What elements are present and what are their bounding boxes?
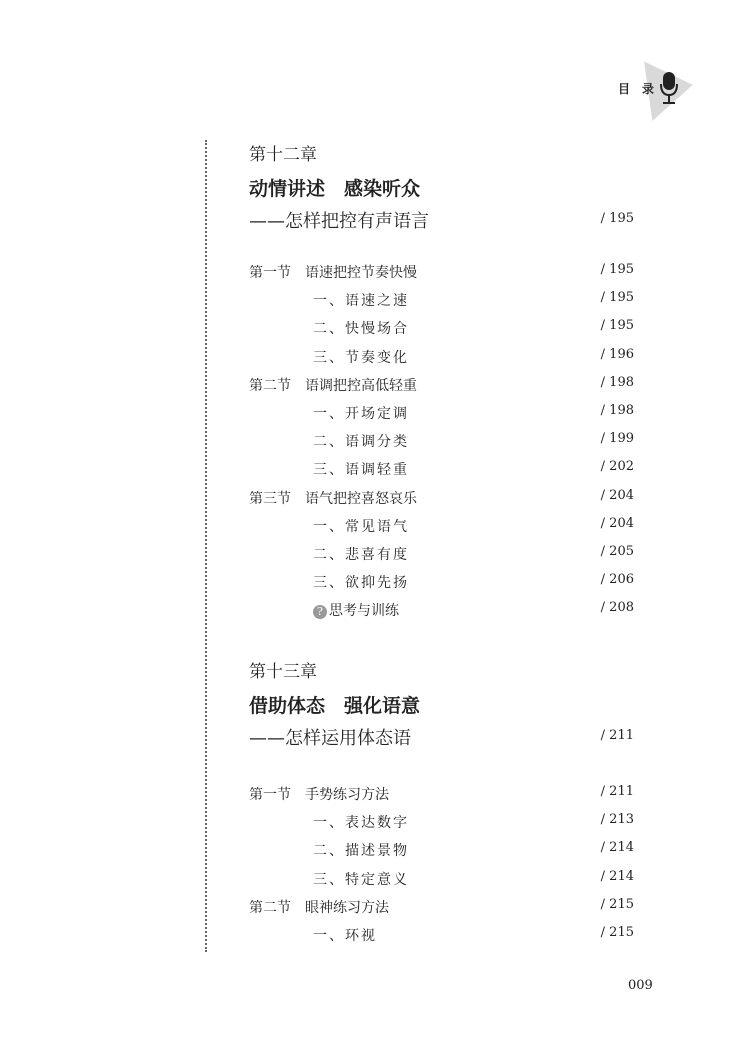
- header-label: [618, 80, 666, 97]
- page-ref: / 213: [600, 812, 634, 828]
- entry-label: 二、快慢场合: [313, 321, 409, 338]
- question-icon: ?: [313, 605, 327, 619]
- chapter-label: 第十三章: [249, 662, 317, 682]
- toc-subsection[interactable]: [249, 544, 634, 566]
- chapter-subtitle: ——怎样把控有声语言: [249, 211, 429, 232]
- entry-label: 第二节 语调把控高低轻重: [249, 377, 417, 394]
- page-ref: / 198: [600, 403, 634, 418]
- toc-subsection[interactable]: [249, 431, 634, 453]
- entry-label: 一、常见语气: [313, 518, 409, 535]
- header-label-1: 目: [618, 82, 631, 96]
- entry-label: 思考与训练: [329, 603, 399, 620]
- toc-section[interactable]: [249, 897, 634, 919]
- toc-subsection[interactable]: [249, 290, 634, 312]
- page-ref: / 211: [600, 728, 634, 743]
- entry-label: 第二节 眼神练习方法: [249, 899, 389, 916]
- toc-subsection[interactable]: [249, 925, 634, 947]
- entry-label: 第一节 语速把控节奏快慢: [249, 265, 417, 281]
- entry-label: 三、节奏变化: [313, 349, 409, 366]
- toc-subsection[interactable]: [249, 840, 634, 862]
- page-ref: / 198: [600, 374, 634, 390]
- page-number: 009: [628, 978, 653, 993]
- toc-subsection[interactable]: [249, 403, 634, 425]
- entry-label: 二、悲喜有度: [313, 547, 409, 563]
- header-label-2: 录: [642, 82, 655, 96]
- chapter-label: 第十二章: [249, 145, 317, 165]
- page-ref: / 214: [600, 840, 634, 856]
- page-ref: / 202: [600, 459, 634, 475]
- entry-label: 三、特定意义: [313, 871, 409, 888]
- entry-label: 三、欲抑先扬: [313, 575, 409, 592]
- entry-label: 一、环视: [313, 928, 377, 944]
- page-ref: / 199: [600, 431, 634, 447]
- page-ref: / 204: [600, 515, 634, 531]
- page-ref: / 195: [600, 290, 634, 306]
- toc-section[interactable]: [249, 375, 634, 397]
- chapter-title: 动情讲述 感染听众: [249, 178, 421, 200]
- page-ref: / 196: [600, 346, 634, 362]
- page-ref: / 215: [600, 896, 634, 912]
- page-ref: / 215: [600, 925, 634, 940]
- entry-label: 三、语调轻重: [313, 462, 409, 479]
- page-ref: / 195: [600, 262, 634, 277]
- toc-subsection[interactable]: [249, 516, 634, 538]
- entry-label: 一、语速之速: [313, 293, 409, 310]
- page-ref: / 205: [600, 544, 634, 559]
- entry-label: 一、开场定调: [313, 406, 409, 422]
- chapter-title: 借助体态 强化语意: [249, 695, 421, 717]
- entry-label: 第一节 手势练习方法: [249, 787, 389, 803]
- entry-label: 第三节 语气把控喜怒哀乐: [249, 490, 417, 507]
- toc-subsection[interactable]: [249, 812, 634, 834]
- page-ref: / 211: [600, 784, 634, 799]
- toc-subsection[interactable]: [249, 572, 634, 594]
- toc-subsection[interactable]: [249, 869, 634, 891]
- toc-section[interactable]: [249, 262, 634, 284]
- page-ref: / 204: [600, 487, 634, 503]
- chapter-subtitle: ——怎样运用体态语: [249, 728, 411, 749]
- toc-section[interactable]: [249, 784, 634, 806]
- page-ref: / 208: [600, 600, 634, 616]
- toc-subsection[interactable]: [249, 459, 634, 481]
- page-ref: / 195: [600, 211, 634, 226]
- page-ref: / 195: [600, 318, 634, 334]
- toc-subsection[interactable]: [249, 600, 634, 622]
- toc-subsection[interactable]: [249, 318, 634, 340]
- entry-label: 二、语调分类: [313, 434, 409, 451]
- toc-subsection[interactable]: [249, 347, 634, 369]
- page-ref: / 206: [600, 572, 634, 588]
- chapter-subtitle-row[interactable]: [249, 207, 634, 233]
- page-ref: / 214: [600, 868, 634, 884]
- entry-label: 一、表达数字: [313, 815, 409, 832]
- chapter-subtitle-row[interactable]: [249, 724, 634, 750]
- toc-section[interactable]: [249, 488, 634, 510]
- dotted-divider: [205, 140, 207, 952]
- entry-label: 二、描述景物: [313, 843, 409, 860]
